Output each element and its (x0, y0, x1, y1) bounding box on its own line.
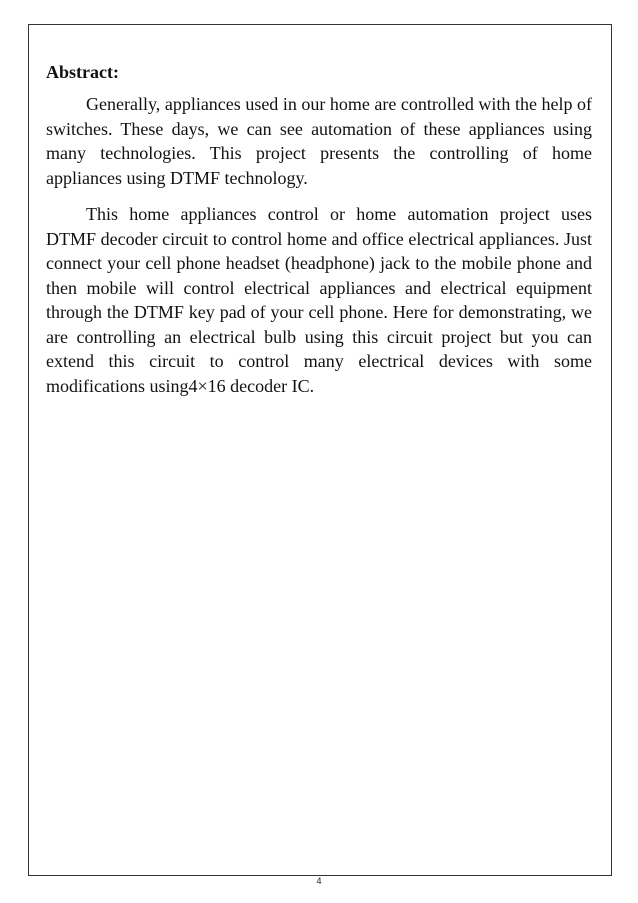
abstract-paragraph-1: Generally, appliances used in our home are controlled with the help of switches. These days, we can see automation of these appliances using many technologies. This project presents the controlling of home appliances using DTMF technology. (46, 94, 592, 188)
document-body (46, 60, 592, 410)
page-number: 4 (316, 876, 322, 886)
abstract-paragraph-2: This home appliances control or home automation project uses DTMF decoder circuit to control home and office electrical appliances. Just connect your cell phone headset (headphone) jack to the mobile phone and then mobile will control electrical appliances and electrical equipment through the DTMF key pad of your cell phone. Here for demonstrating, we are controlling an electrical bulb using this circuit project but you can extend this circuit to control many electrical devices with some modifications using4×16 decoder IC. (46, 204, 592, 396)
abstract-heading: Abstract: (46, 62, 119, 82)
